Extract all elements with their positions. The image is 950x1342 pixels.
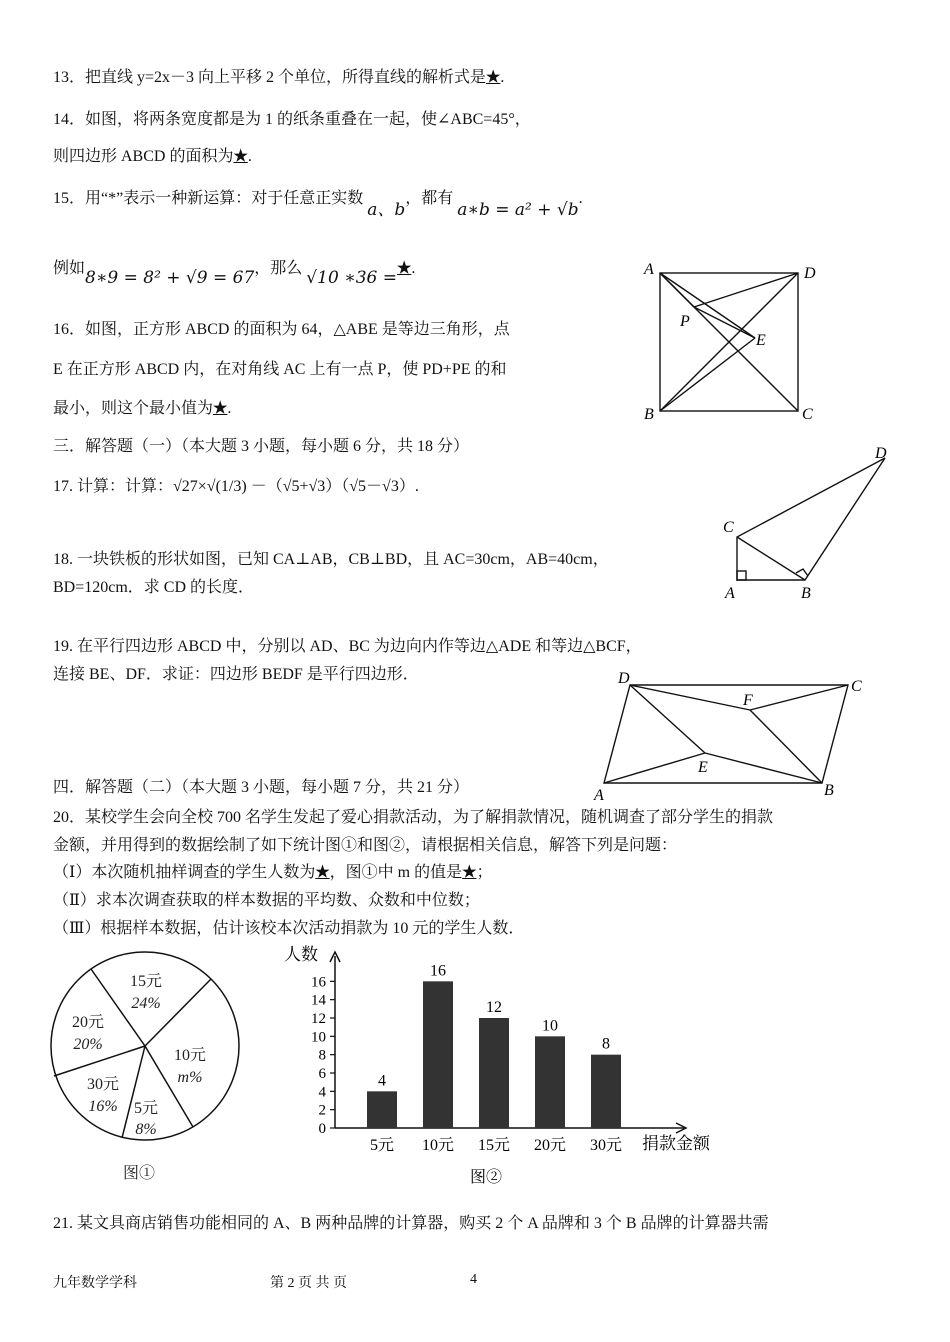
math-question: √10 ∗36 = [306, 268, 397, 288]
label-c: C [851, 678, 862, 695]
label-d: D [804, 265, 816, 282]
bar-value-label: 10 [542, 1017, 558, 1035]
bar-value-label: 8 [602, 1035, 610, 1053]
problem-16-line1: 16．如图，正方形 ABCD 的面积为 64，△ABE 是等边三角形，点 [53, 321, 510, 338]
problem-19-line1: 19. 在平行四边形 ABCD 中，分别以 AD、BC 为边向内作等边△ADE 和等边△BCF， [53, 638, 642, 655]
line-be [660, 338, 755, 411]
footer-page-number: 4 [470, 1272, 477, 1287]
x-axis-label: 捐款金额 [642, 1134, 710, 1153]
line-ae [660, 273, 755, 338]
pie-pct-30: 16% [88, 1098, 118, 1115]
problem-15-line2: 例如8∗9 = 8² + √9 = 67，那么 √10 ∗36 =★. [53, 260, 416, 288]
label-d: D [875, 445, 887, 462]
parallelogram-figure [590, 665, 880, 803]
answer-blank: ★ [233, 148, 248, 165]
x-category-label: 15元 [477, 1137, 511, 1154]
problem-21: 21. 某文具商店销售功能相同的 A、B 两种品牌的计算器，购买 2 个 A 品牌和 3 个 B 品牌的计算器共需 [53, 1215, 769, 1232]
x-category-label: 10元 [421, 1137, 455, 1154]
y-tick-label: 6 [318, 1066, 326, 1082]
x-category-label: 20元 [533, 1137, 567, 1154]
problem-20-line1: 20．某校学生会向全校 700 名学生发起了爱心捐款活动，为了解捐款情况，随机调查了部分学生的捐款 [53, 809, 774, 826]
problem-20-part3: （Ⅲ）根据样本数据，估计该校本次活动捐款为 10 元的学生人数． [53, 920, 525, 937]
pie-label-30: 30元 [86, 1076, 120, 1093]
pie-pct-10: m% [177, 1069, 203, 1086]
pie-caption: 图① [122, 1165, 156, 1182]
math-example: 8∗9 = 8² + √9 = 67 [85, 268, 255, 288]
problem-16-line3: 最小，则这个最小值为★. [53, 400, 232, 417]
problem-20-part1: （Ⅰ）本次随机抽样调查的学生人数为★，图①中 m 的值是★； [53, 864, 493, 881]
line-pe [694, 307, 755, 338]
pie-pct-15: 24% [131, 995, 161, 1012]
label-b: B [824, 782, 834, 799]
problem-18-line2: BD=120cm．求 CD 的长度． [53, 579, 255, 596]
label-d: D [618, 670, 630, 687]
label-a: A [594, 787, 604, 803]
x-category-label: 30元 [589, 1137, 623, 1154]
y-tick-label: 12 [311, 1011, 326, 1027]
label-p: P [680, 313, 690, 330]
bar-value-label: 16 [430, 962, 446, 980]
footer-page: 第 2 页 共 页 [270, 1276, 347, 1291]
problem-14-line1: 14．如图，将两条宽度都是为 1 的纸条重叠在一起，使∠ABC=45°， [53, 111, 531, 128]
y-tick-label: 4 [318, 1084, 326, 1101]
bar [591, 1055, 621, 1128]
answer-blank: ★ [397, 260, 412, 277]
pie-label-10: 10元 [173, 1047, 207, 1064]
problem-17: 17. 计算：计算：√27×√(1/3) －（√5+√3）（√5－√3）. [53, 478, 419, 495]
label-a: A [644, 261, 654, 278]
problem-20-line2: 金额，并用得到的数据绘制了如下统计图①和图②，请根据相关信息，解答下列是问题： [53, 837, 678, 854]
problem-20-part2: （Ⅱ）求本次调查获取的样本数据的平均数、众数和中位数； [53, 892, 480, 909]
pie-label-20: 20元 [71, 1014, 105, 1031]
y-tick-label: 16 [311, 974, 326, 991]
y-axis-label: 人数 [284, 945, 318, 964]
y-tick-label: 8 [318, 1047, 326, 1064]
bar-value-label: 12 [486, 999, 502, 1016]
y-tick-label: 2 [318, 1102, 326, 1119]
problem-19-line2: 连接 BE、DF．求证：四边形 BEDF 是平行四边形． [53, 666, 419, 683]
section-4-heading: 四．解答题（二）（本大题 3 小题，每小题 7 分，共 21 分） [53, 779, 470, 796]
bar-chart-figure [280, 940, 740, 1190]
label-a: A [725, 585, 735, 602]
label-f: F [743, 692, 753, 709]
label-c: C [802, 406, 813, 423]
pie-label-15: 15元 [129, 973, 163, 990]
section-3-heading: 三．解答题（一）（本大题 3 小题，每小题 6 分，共 18 分） [53, 438, 470, 455]
math-definition: a∗b = a² + √b [457, 200, 579, 220]
problem-18-line1: 18. 一块铁板的形状如图，已知 CA⊥AB，CB⊥BD，且 AC=30cm，AB=40cm， [53, 551, 609, 568]
pie-chart-figure [48, 950, 248, 1185]
line-dp [694, 273, 798, 307]
bar [535, 1036, 565, 1128]
square-figure [630, 258, 830, 428]
plate-figure [715, 440, 895, 605]
bar [479, 1018, 509, 1128]
problem-14-line2: 则四边形 ABCD 的面积为★. [53, 148, 252, 165]
y-tick-label: 0 [318, 1121, 326, 1137]
bar [423, 981, 453, 1128]
pie-pct-5: 8% [135, 1121, 157, 1138]
label-b: B [801, 585, 811, 602]
label-b: B [644, 406, 654, 423]
pie-label-5: 5元 [133, 1100, 159, 1117]
answer-blank: ★ [486, 69, 501, 86]
label-e: E [756, 332, 766, 349]
answer-blank: ★ [462, 864, 477, 881]
label-e: E [698, 759, 708, 776]
answer-blank: ★ [315, 864, 330, 881]
math-ab: a、b [367, 200, 406, 220]
answer-blank: ★ [213, 400, 228, 417]
bar-value-label: 4 [378, 1072, 386, 1090]
footer-subject: 九年数学学科 [53, 1276, 137, 1291]
y-tick-label: 14 [311, 992, 326, 1009]
label-c: C [723, 519, 734, 536]
x-category-label: 5元 [369, 1137, 395, 1154]
pie-pct-20: 20% [73, 1036, 103, 1053]
problem-16-line2: E 在正方形 ABCD 内，在对角线 AC 上有一点 P，使 PD+PE 的和 [53, 361, 507, 378]
y-tick-label: 10 [311, 1029, 326, 1046]
bar [367, 1091, 397, 1128]
problem-13: 13．把直线 y=2x－3 向上平移 2 个单位，所得直线的解析式是★. [53, 69, 505, 86]
problem-15-line1: 15．用“*”表示一种新运算：对于任意正实数 a、b，都有 a∗b = a² + √b. [53, 190, 583, 220]
bar-chart-caption: 图② [469, 1169, 503, 1186]
